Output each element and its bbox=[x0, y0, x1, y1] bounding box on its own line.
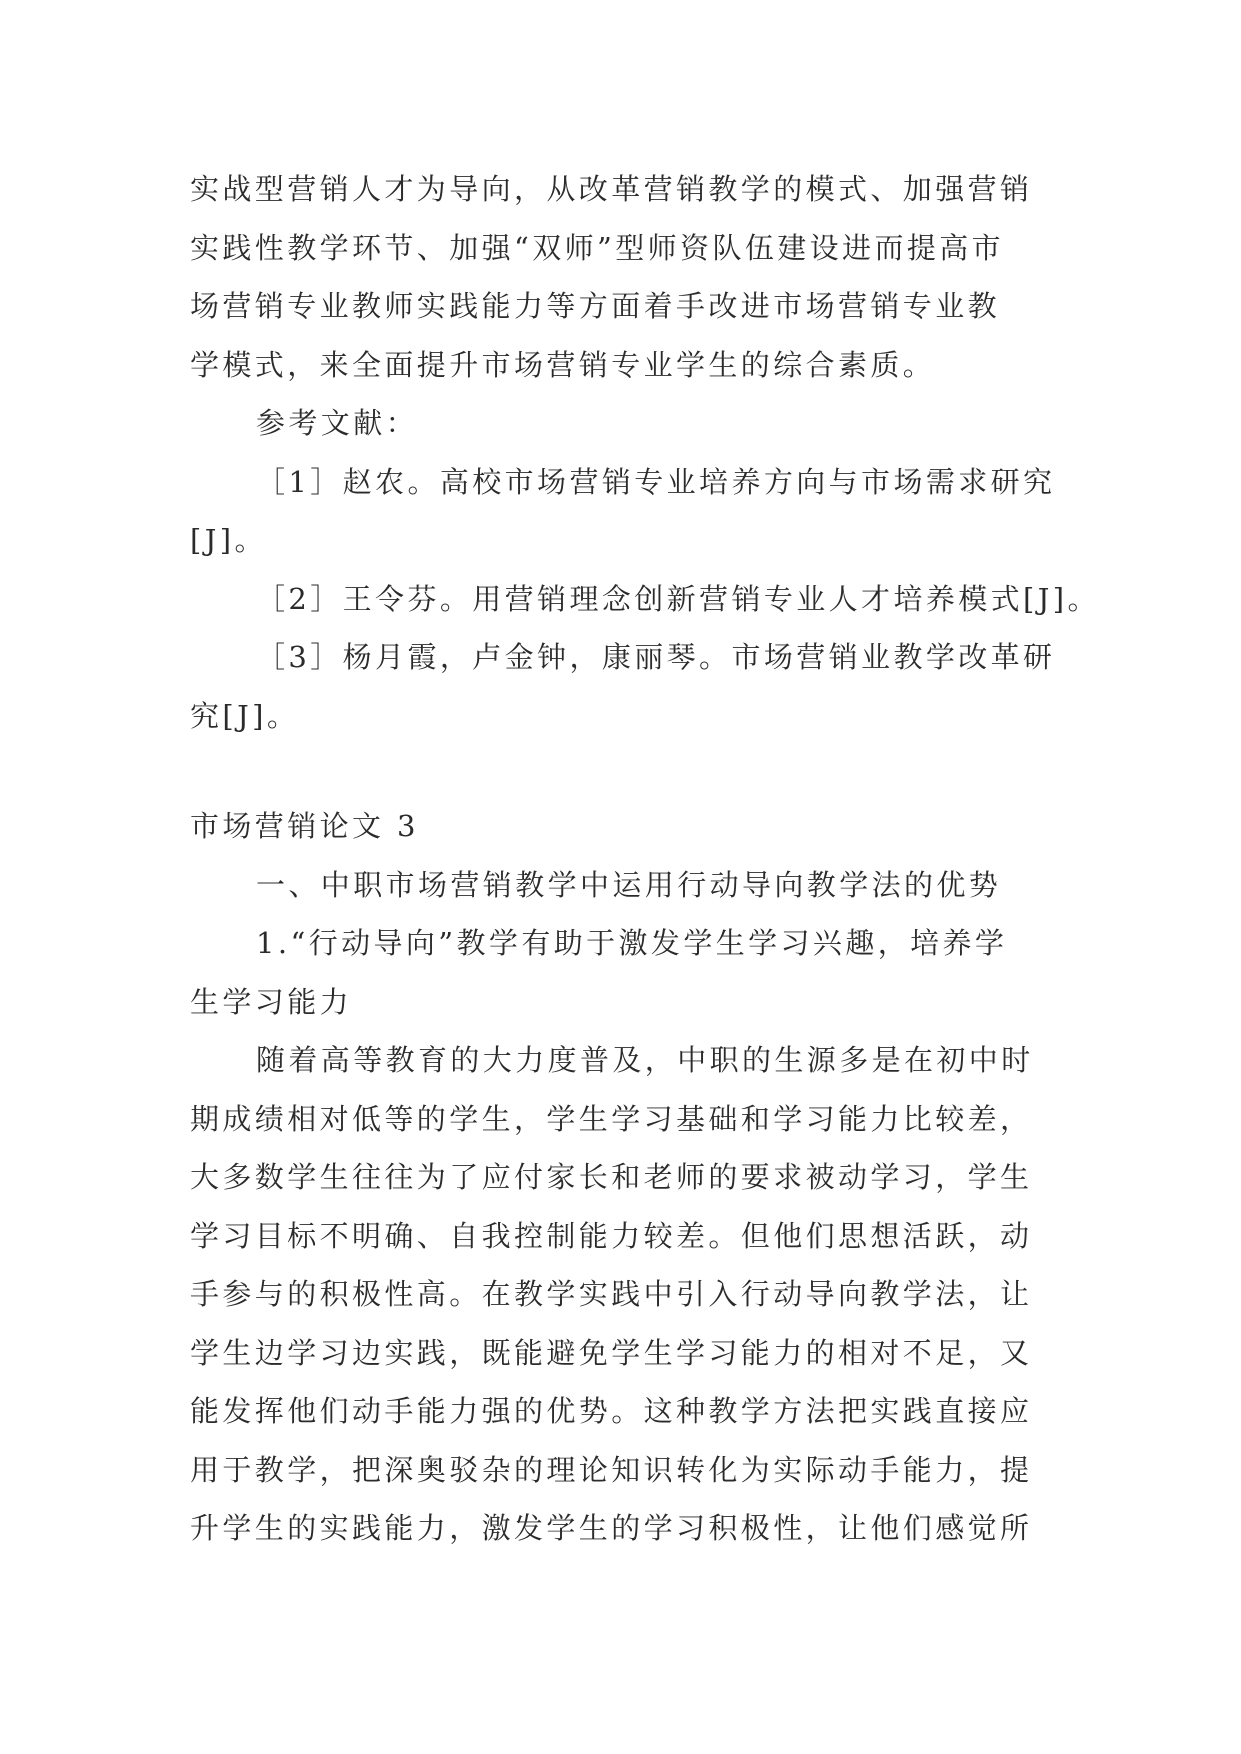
paragraph-line: 期成绩相对低等的学生，学生学习基础和学习能力比较差， bbox=[190, 1101, 1033, 1136]
paragraph-line: 随着高等教育的大力度普及，中职的生源多是在初中时 bbox=[256, 1043, 1034, 1077]
subsection-heading-continuation: 生学习能力 bbox=[190, 984, 353, 1019]
paragraph-line: 大多数学生往往为了应付家长和老师的要求被动学习，学生 bbox=[190, 1160, 1033, 1194]
paragraph-line: 升学生的实践能力，激发学生的学习积极性，让他们感觉所 bbox=[190, 1511, 1033, 1545]
text-line: 实战型营销人才为导向，从改革营销教学的模式、加强营销 bbox=[190, 172, 1033, 206]
section-title: 市场营销论文 3 bbox=[190, 809, 419, 843]
reference-item: ［2］王令芬。用营销理念创新营销专业人才培养模式[J]。 bbox=[256, 581, 1100, 616]
text-line: 学模式，来全面提升市场营销专业学生的综合素质。 bbox=[190, 347, 936, 382]
reference-item: ［1］赵农。高校市场营销专业培养方向与市场需求研究 bbox=[256, 464, 1056, 499]
section-gap bbox=[190, 745, 1060, 797]
paragraph-line: 能发挥他们动手能力强的优势。这种教学方法把实践直接应 bbox=[190, 1394, 1033, 1428]
paragraph-line: 手参与的积极性高。在教学实践中引入行动导向教学法，让 bbox=[190, 1277, 1033, 1311]
text-line: 实践性教学环节、加强“双师”型师资队伍建设进而提高市 bbox=[190, 230, 1005, 265]
subsection-heading: 1.“行动导向”教学有助于激发学生学习兴趣，培养学 bbox=[256, 926, 1008, 960]
reference-item-continuation: 究[J]。 bbox=[190, 698, 300, 733]
references-heading: 参考文献： bbox=[256, 406, 419, 440]
section-heading: 一、中职市场营销教学中运用行动导向教学法的优势 bbox=[256, 867, 1002, 902]
reference-item-continuation: [J]。 bbox=[190, 523, 267, 557]
document-body bbox=[190, 160, 1100, 1558]
paragraph-line: 用于教学，把深奥驳杂的理论知识转化为实际动手能力，提 bbox=[190, 1452, 1033, 1487]
paragraph-line: 学习目标不明确、自我控制能力较差。但他们思想活跃，动 bbox=[190, 1218, 1033, 1253]
reference-item: ［3］杨月霞，卢金钟，康丽琴。市场营销业教学改革研 bbox=[256, 640, 1056, 674]
text-line: 场营销专业教师实践能力等方面着手改进市场营销专业教 bbox=[190, 289, 1001, 323]
paragraph-line: 学生边学习边实践，既能避免学生学习能力的相对不足，又 bbox=[190, 1335, 1033, 1370]
